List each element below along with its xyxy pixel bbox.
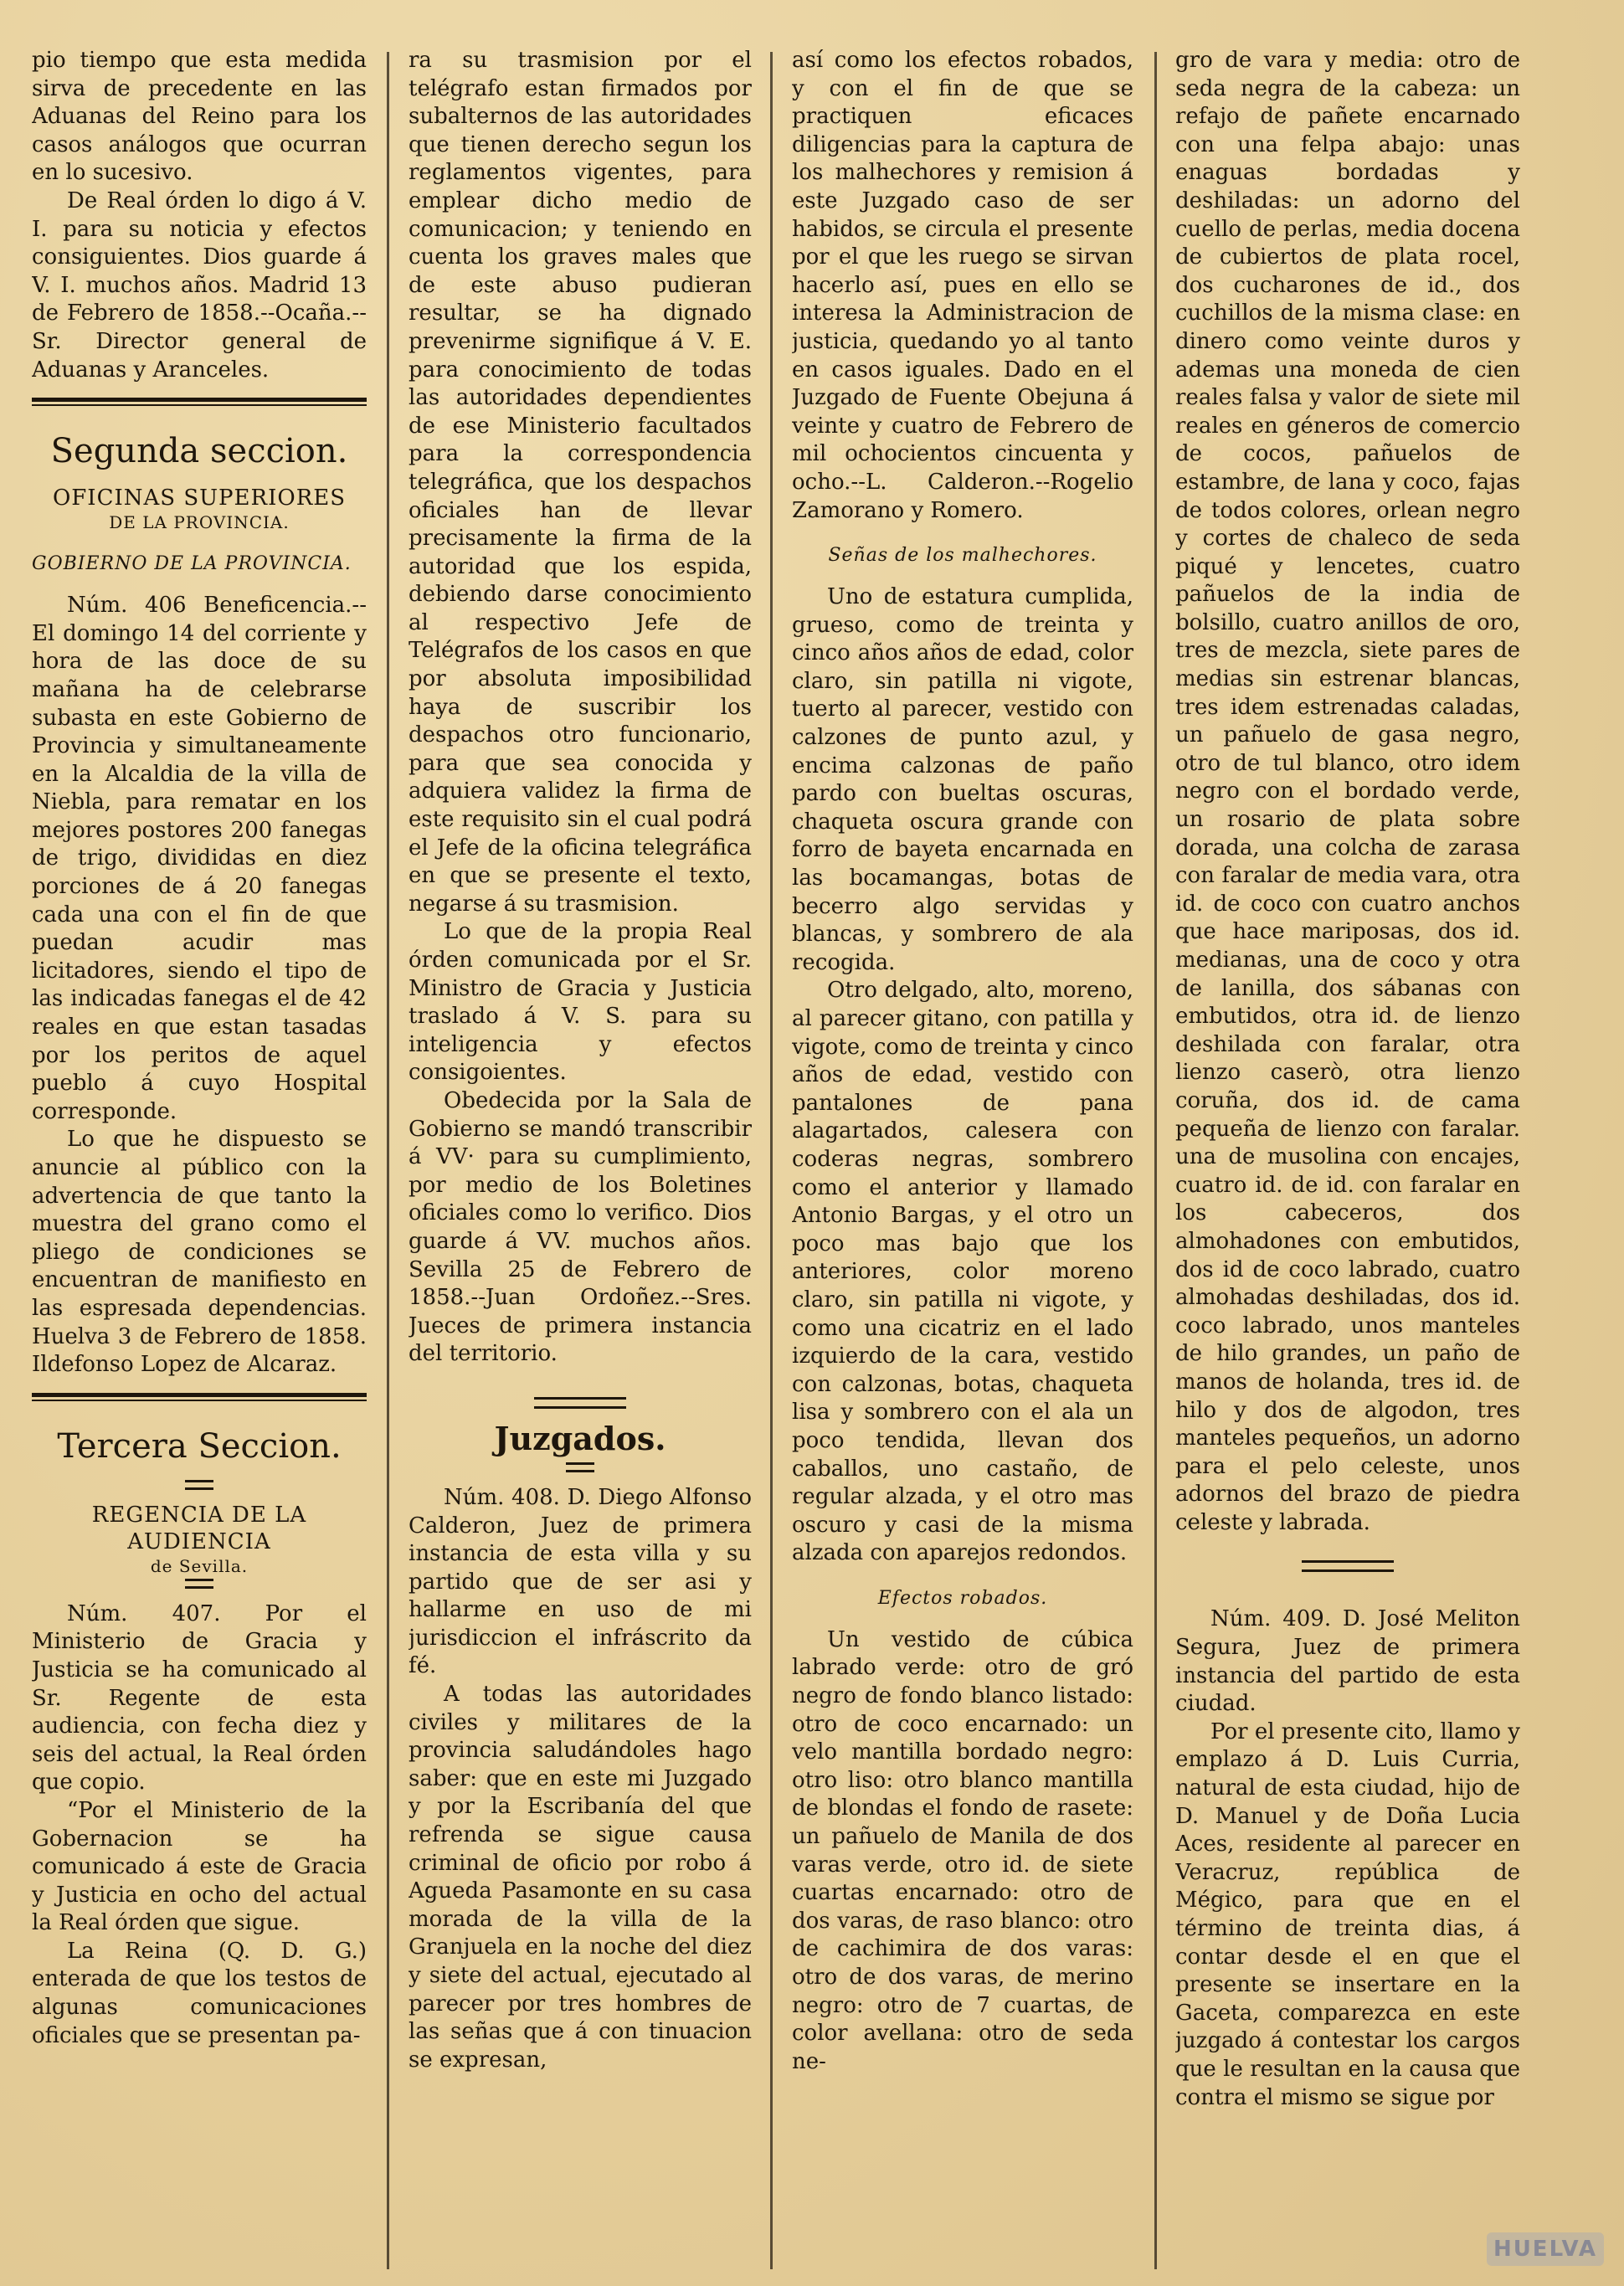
ornament [534, 1397, 626, 1409]
subsection-subheading: DE LA PROVINCIA. [109, 512, 290, 533]
ornament [185, 1480, 213, 1490]
section-heading: Tercera Seccion. [57, 1426, 342, 1466]
paragraph: A todas las autoridades civiles y militares de la provincia saludándoles hago saber: que en este mi Juzgado y por la Escribanía del que refrenda se sigue causa criminal de oficio por robo á Agueda Pasamonte en su casa morada de la villa de la Granjuela en la noche del diez y siete del actual, ejecutado al parecer por tres hombres de las señas que á con tinuacion se expresan, [409, 1682, 752, 2073]
subheading-efectos: Efectos robados. [877, 1587, 1048, 1609]
notice-407: Núm. 407. Por el Ministerio de Gracia y Justicia se ha comunicado al Sr. Regente de esta audiencia, con fecha diez y seis del actual, la Real órden que copio. [32, 1600, 367, 1795]
paragraph: pio tiempo que esta medida sirva de precedente en las Aduanas del Reino para los casos análogos que ocurran en lo sucesivo. [32, 48, 367, 186]
notice-409: Núm. 409. D. José Meliton Segura, Juez de primera instancia del partido de esta ciudad. [1175, 1606, 1520, 1717]
column-rule [1154, 52, 1157, 2269]
notice-406: Núm. 406 Beneficencia.--El domingo 14 del corriente y hora de las doce de su mañana ha de celebrarse subasta en este Gobierno de Provincia y simultaneamente en la Alcaldia de la villa de Niebla, para rematar en los mejores postores 200 fanegas de trigo, divididas en diez porciones de á 20 fanegas cada una con el fin de que puedan acudir mas licitadores, siendo el tipo de las indicadas fanegas el de 42 reales en que estan tasadas por los peritos de aquel pueblo á cuyo Hospital corresponde. [32, 593, 367, 1124]
column-rule [387, 52, 389, 2269]
ornament [1302, 1560, 1394, 1572]
section-divider [32, 1393, 367, 1401]
archive-watermark: HUELVA [1487, 2232, 1604, 2266]
paragraph: gro de vara y media: otro de seda negra de la cabeza: un refajo de pañete encarnado con una felpa abajo: unas enaguas bordadas y deshiladas: un adorno del cuello de perlas, media docena de cubiertos de plata rocel, dos cucharones de id., dos cuchillos de la misma clase: en dinero como veinte duros y ademas una moneda de cien reales falsa y valor de siete mil reales en géneros de comercio de cocos, pañuelos de estambre, de lana y coco, fajas de todos colores, orlean negro y cortes de chaleco de seda piqué y lencetes, cuatro pañuelos de la india de bolsillo, cuatro anillos de oro, tres de mezcla, siete pares de medias sin estrenar blancas, tres idem estrenadas caladas, un pañuelo de gasa negro, otro de tul blanco, otro idem negro con el bordado verde, un rosario de plata sobre dorada, una colcha de zarasa con faralar de media vara, otra id. de coco con cuatro anchos que hace mariposas, dos id. medianas, una de coco y otra de lanilla, dos sábanas con embutidos, otra id. de lienzo deshilada con faralar, otra lienzo caserò, otra lienzo coruña, dos id. de cama pequeña de lienzo con faralar. una de musolina con encajes, cuatro id. de id. con faralar en los cabeceros, dos almohadones con embutidos, dos id de coco labrado, cuatro almohadas deshiladas, dos id. coco labrado, unos manteles de hilo grandes, un paño de manos de holanda, tres id. de hilo y dos de algodon, tres manteles pequeños, un adorno para el pelo celeste, unos adornos del brazo de piedra celeste y labrada. [1175, 48, 1520, 1535]
section-heading: Segunda seccion. [50, 432, 348, 471]
paragraph: Lo que he dispuesto se anuncie al público con la advertencia de que tanto la muestra del grano como el pliego de condiciones se encuentran de manifiesto en las espresada dependencias. Huelva 3 de Febrero de 1858. Ildefonso Lopez de Alcaraz. [32, 1127, 367, 1378]
subsection-heading: OFICINAS SUPERIORES [52, 485, 347, 511]
paragraph: Lo que de la propia Real órden comunicada por el Sr. Ministro de Gracia y Justicia traslado á V. S. para su inteligencia y efectos consigoientes. [409, 919, 752, 1086]
paragraph: Uno de estatura cumplida, grueso, como de treinta y cinco años años de edad, color claro, sin patilla ni vigote, tuerto al parecer, vestido con calzones de punto azul, y encima calzonas de paño pardo con bueltas oscuras, chaqueta oscura grande con forro de bayeta encarnada en las bocamangas, botas de becerro algo servidas y blancas, y sombrero de ala recogida. [792, 584, 1133, 975]
paragraph: así como los efectos robados, y con el fin de que se practiquen eficaces diligencias para la captura de los malhechores y remision á este Juzgado caso de ser habidos, se circula el presente por el que les ruego se sirvan hacerlo así, pues en ello se interesa la Administracion de justicia, quedando yo al tanto en casos iguales. Dado en el Juzgado de Fuente Obejuna á veinte y cuatro de Febrero de mil ochocientos cincuenta y ocho.--L. Calderon.--Rogelio Zamorano y Romero. [792, 48, 1133, 523]
ornament [566, 1462, 594, 1472]
paragraph: Por el presente cito, llamo y emplazo á D. Luis Curria, natural de esta ciudad, hijo de D. Manuel y de Doña Lucia Aces, residente al parecer en Veracruz, república de Mégico, para que en el término de treinta dias, á contar desde el en que el presente se insertare en la Gaceta, comparezca en este juzgado á contestar los cargos que le resultan en la causa que contra el mismo se sigue por [1175, 1718, 1520, 2110]
section-divider [32, 398, 367, 406]
office-heading: GOBIERNO DE LA PROVINCIA. [32, 553, 352, 575]
notice-408: Núm. 408. D. Diego Alfonso Calderon, Juez de primera instancia de esta villa y su partido que de ser asi y hallarme en uso de mi jurisdiccion el infráscrito da fé. [409, 1484, 752, 1679]
paragraph: Un vestido de cúbica labrado verde: otro de gró negro de fondo blanco listado: otro de coco encarnado: un velo mantilla bordado negro: otro liso: otro blanco mantilla de blondas el fondo de rasete: un pañuelo de Manila de dos varas verde, otro id. de siete cuartas encarnado: otro de dos varas, de raso blanco: otro de cachimira de dos varas: otro de dos varas, de merino negro: otro de 7 cuartas, de color avellana: otro de seda ne- [792, 1626, 1133, 2074]
subsection-heading: REGENCIA DE LA AUDIENCIA [91, 1502, 307, 1554]
subsection-subheading: de Sevilla. [150, 1555, 249, 1576]
paragraph: Otro delgado, alto, moreno, al parecer gitano, con patilla y vigote, como de treinta y cinco años de edad, vestido con pantalones de pana alagartados, calesera con coderas negras, sombrero como el anterior y llamado Antonio Bargas, y el otro un poco mas bajo que los anteriores, color moreno claro, sin patilla ni vigote, y como una cicatriz en el lado izquierdo de la cara, vestido con calzonas, botas, chaqueta lisa y sombrero con el ala un poco tendida, llevan dos caballos, uno castaño, de regular alzada, y el otro mas oscuro y casi de la misma alzada con aparejos redondos. [792, 978, 1133, 1566]
column-rule [770, 52, 773, 2269]
column-2 [409, 47, 752, 2278]
paragraph: “Por el Ministerio de la Gobernacion se ha comunicado á este de Gracia y Justicia en ocho del actual la Real órden que sigue. [32, 1797, 367, 1936]
paragraph: La Reina (Q. D. G.) enterada de que los testos de algunas comunicaciones oficiales que se presentan pa- [32, 1938, 367, 2048]
ornament [185, 1579, 213, 1589]
subheading-senas: Señas de los malhechores. [828, 545, 1097, 567]
column-1 [32, 47, 367, 2278]
section-heading: Juzgados. [494, 1419, 666, 1457]
paragraph: ra su trasmision por el telégrafo estan firmados por subalternos de las autoridades que tienen derecho segun los reglamentos vigentes, para emplear dicho medio de comunicacion; y teniendo en cuenta los graves males que de este abuso pudieran resultar, se ha dignado prevenirme signifique á V. E. para conocimiento de todas las autoridades dependientes de ese Ministerio facultados para la correspondencia telegráfica, que los despachos oficiales han de llevar precisamente la firma de la autoridad que los espida, debiendo darse conocimiento al respectivo Jefe de Telégrafos de los casos en que por absoluta imposibilidad haya de suscribir los despachos otro funcionario, para que sea conocida y adquiera validez la firma de este requisito sin el cual podrá el Jefe de la oficina telegráfica en que se presente el texto, negarse á su trasmision. [409, 48, 752, 917]
paragraph: Obedecida por la Sala de Gobierno se mandó transcribir á VV· para su cumplimiento, por medio de los Boletines oficiales como lo verifico. Dios guarde á VV. muchos años. Sevilla 25 de Febrero de 1858.--Juan Ordoñez.--Sres. Jueces de primera instancia del territorio. [409, 1087, 752, 1367]
paragraph: De Real órden lo digo á V. I. para su noticia y efectos consiguientes. Dios guarde á V. I. muchos años. Madrid 13 de Febrero de 1858.--Ocaña.--Sr. Director general de Aduanas y Aranceles. [32, 188, 367, 383]
column-4 [1175, 47, 1520, 2278]
column-3 [792, 47, 1133, 2278]
